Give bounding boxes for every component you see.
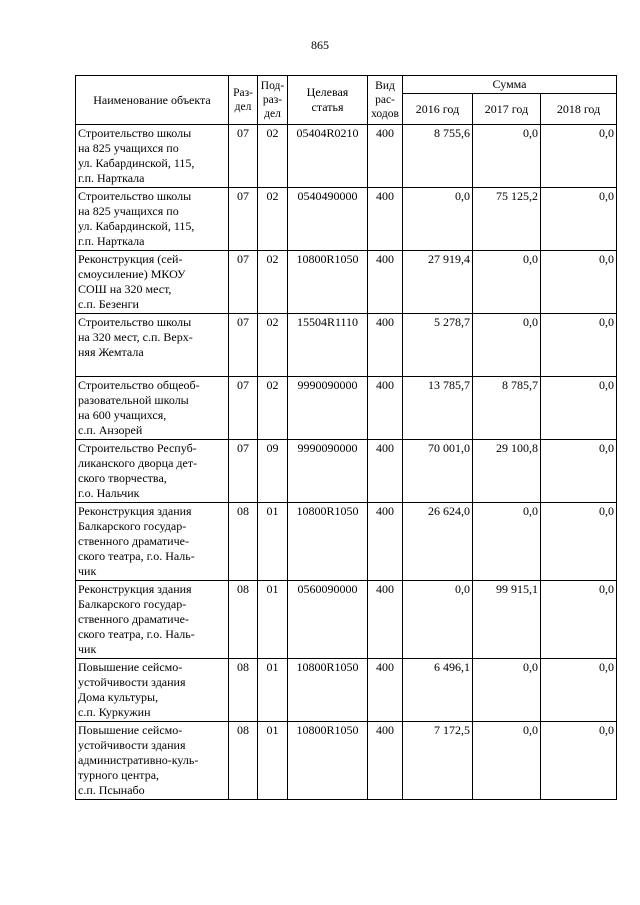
section-cell: 08 [229, 722, 258, 800]
target-cell: 0560090000 [288, 581, 368, 659]
section-cell: 07 [229, 125, 258, 188]
target-cell: 10800R1050 [288, 503, 368, 581]
target-cell: 10800R1050 [288, 659, 368, 722]
name-cell: Строительство общеоб- разовательной школы на 600 учащихся, с.п. Анзорей [76, 377, 229, 440]
name-cell: Строительство школы на 825 учащихся по ул. Кабардинской, 115, г.п. Нарткала [76, 188, 229, 251]
target-cell: 9990090000 [288, 440, 368, 503]
subsection-cell: 02 [258, 125, 288, 188]
expense-type-cell: 400 [368, 440, 403, 503]
sum-2018-cell: 0,0 [541, 722, 617, 800]
target-cell: 0540490000 [288, 188, 368, 251]
header-section: Раз- дел [229, 76, 258, 125]
subsection-cell: 01 [258, 503, 288, 581]
header-expense-type: Вид рас- ходов [368, 76, 403, 125]
subsection-cell: 02 [258, 314, 288, 377]
table-row [76, 188, 617, 251]
table-row [76, 722, 617, 800]
sum-2016-cell: 70 001,0 [403, 440, 473, 503]
name-cell: Реконструкция здания Балкарского государ- ственного драматиче- ского театра, г.о. Наль- чик [76, 503, 229, 581]
sum-2017-cell: 0,0 [473, 503, 541, 581]
sum-2018-cell: 0,0 [541, 440, 617, 503]
sum-2017-cell: 75 125,2 [473, 188, 541, 251]
header-name: Наименование объекта [76, 76, 229, 125]
sum-2017-cell: 99 915,1 [473, 581, 541, 659]
section-cell: 07 [229, 251, 258, 314]
sum-2018-cell: 0,0 [541, 377, 617, 440]
expense-type-cell: 400 [368, 251, 403, 314]
expense-type-cell: 400 [368, 314, 403, 377]
table-row [76, 125, 617, 188]
table-row [76, 251, 617, 314]
subsection-cell: 09 [258, 440, 288, 503]
name-cell: Строительство школы на 320 мест, с.п. Верх- няя Жемтала [76, 314, 229, 377]
section-cell: 07 [229, 188, 258, 251]
name-cell: Строительство школы на 825 учащихся по ул. Кабардинской, 115, г.п. Нарткала [76, 125, 229, 188]
sum-2016-cell: 6 496,1 [403, 659, 473, 722]
sum-2018-cell: 0,0 [541, 251, 617, 314]
sum-2018-cell: 0,0 [541, 188, 617, 251]
name-cell: Строительство Респуб- ликанского дворца дет- ского творчества, г.о. Нальчик [76, 440, 229, 503]
section-cell: 07 [229, 440, 258, 503]
sum-2017-cell: 29 100,8 [473, 440, 541, 503]
header-2017: 2017 год [473, 94, 541, 125]
sum-2018-cell: 0,0 [541, 314, 617, 377]
sum-2016-cell: 5 278,7 [403, 314, 473, 377]
name-cell: Реконструкция (сей- смоусиление) МКОУ СОШ на 320 мест, с.п. Безенги [76, 251, 229, 314]
section-cell: 08 [229, 581, 258, 659]
target-cell: 9990090000 [288, 377, 368, 440]
expense-type-cell: 400 [368, 659, 403, 722]
subsection-cell: 02 [258, 377, 288, 440]
sum-2017-cell: 0,0 [473, 722, 541, 800]
subsection-cell: 02 [258, 188, 288, 251]
header-2018: 2018 год [541, 94, 617, 125]
sum-2017-cell: 0,0 [473, 314, 541, 377]
header-target: Целевая статья [288, 76, 368, 125]
sum-2018-cell: 0,0 [541, 581, 617, 659]
sum-2016-cell: 0,0 [403, 188, 473, 251]
sum-2016-cell: 7 172,5 [403, 722, 473, 800]
header-row-1 [76, 76, 617, 94]
expense-type-cell: 400 [368, 377, 403, 440]
section-cell: 07 [229, 314, 258, 377]
expense-type-cell: 400 [368, 188, 403, 251]
header-sum: Сумма [403, 76, 617, 94]
page-number: 865 [311, 38, 329, 52]
section-cell: 07 [229, 377, 258, 440]
table-row [76, 659, 617, 722]
name-cell: Повышение сейсмо- устойчивости здания Дома культуры, с.п. Куркужин [76, 659, 229, 722]
name-cell: Повышение сейсмо- устойчивости здания административно-куль- турного центра, с.п. Псынабо [76, 722, 229, 800]
table-row [76, 440, 617, 503]
sum-2016-cell: 0,0 [403, 581, 473, 659]
sum-2017-cell: 0,0 [473, 125, 541, 188]
sum-2016-cell: 27 919,4 [403, 251, 473, 314]
target-cell: 10800R1050 [288, 722, 368, 800]
table-row [76, 581, 617, 659]
target-cell: 05404R0210 [288, 125, 368, 188]
sum-2017-cell: 0,0 [473, 659, 541, 722]
table-row [76, 377, 617, 440]
sum-2016-cell: 26 624,0 [403, 503, 473, 581]
expense-type-cell: 400 [368, 125, 403, 188]
sum-2016-cell: 8 755,6 [403, 125, 473, 188]
name-cell: Реконструкция здания Балкарского государ- ственного драматиче- ского театра, г.о. Наль- чик [76, 581, 229, 659]
sum-2018-cell: 0,0 [541, 659, 617, 722]
subsection-cell: 01 [258, 581, 288, 659]
expense-type-cell: 400 [368, 581, 403, 659]
budget-table [75, 75, 617, 800]
table-body [76, 125, 617, 800]
sum-2016-cell: 13 785,7 [403, 377, 473, 440]
section-cell: 08 [229, 503, 258, 581]
table-row [76, 503, 617, 581]
header-subsection: Под- раз- дел [258, 76, 288, 125]
target-cell: 10800R1050 [288, 251, 368, 314]
header-2016: 2016 год [403, 94, 473, 125]
section-cell: 08 [229, 659, 258, 722]
target-cell: 15504R1110 [288, 314, 368, 377]
subsection-cell: 01 [258, 659, 288, 722]
expense-type-cell: 400 [368, 722, 403, 800]
subsection-cell: 01 [258, 722, 288, 800]
subsection-cell: 02 [258, 251, 288, 314]
sum-2017-cell: 0,0 [473, 251, 541, 314]
sum-2017-cell: 8 785,7 [473, 377, 541, 440]
table-row [76, 314, 617, 377]
sum-2018-cell: 0,0 [541, 125, 617, 188]
expense-type-cell: 400 [368, 503, 403, 581]
sum-2018-cell: 0,0 [541, 503, 617, 581]
